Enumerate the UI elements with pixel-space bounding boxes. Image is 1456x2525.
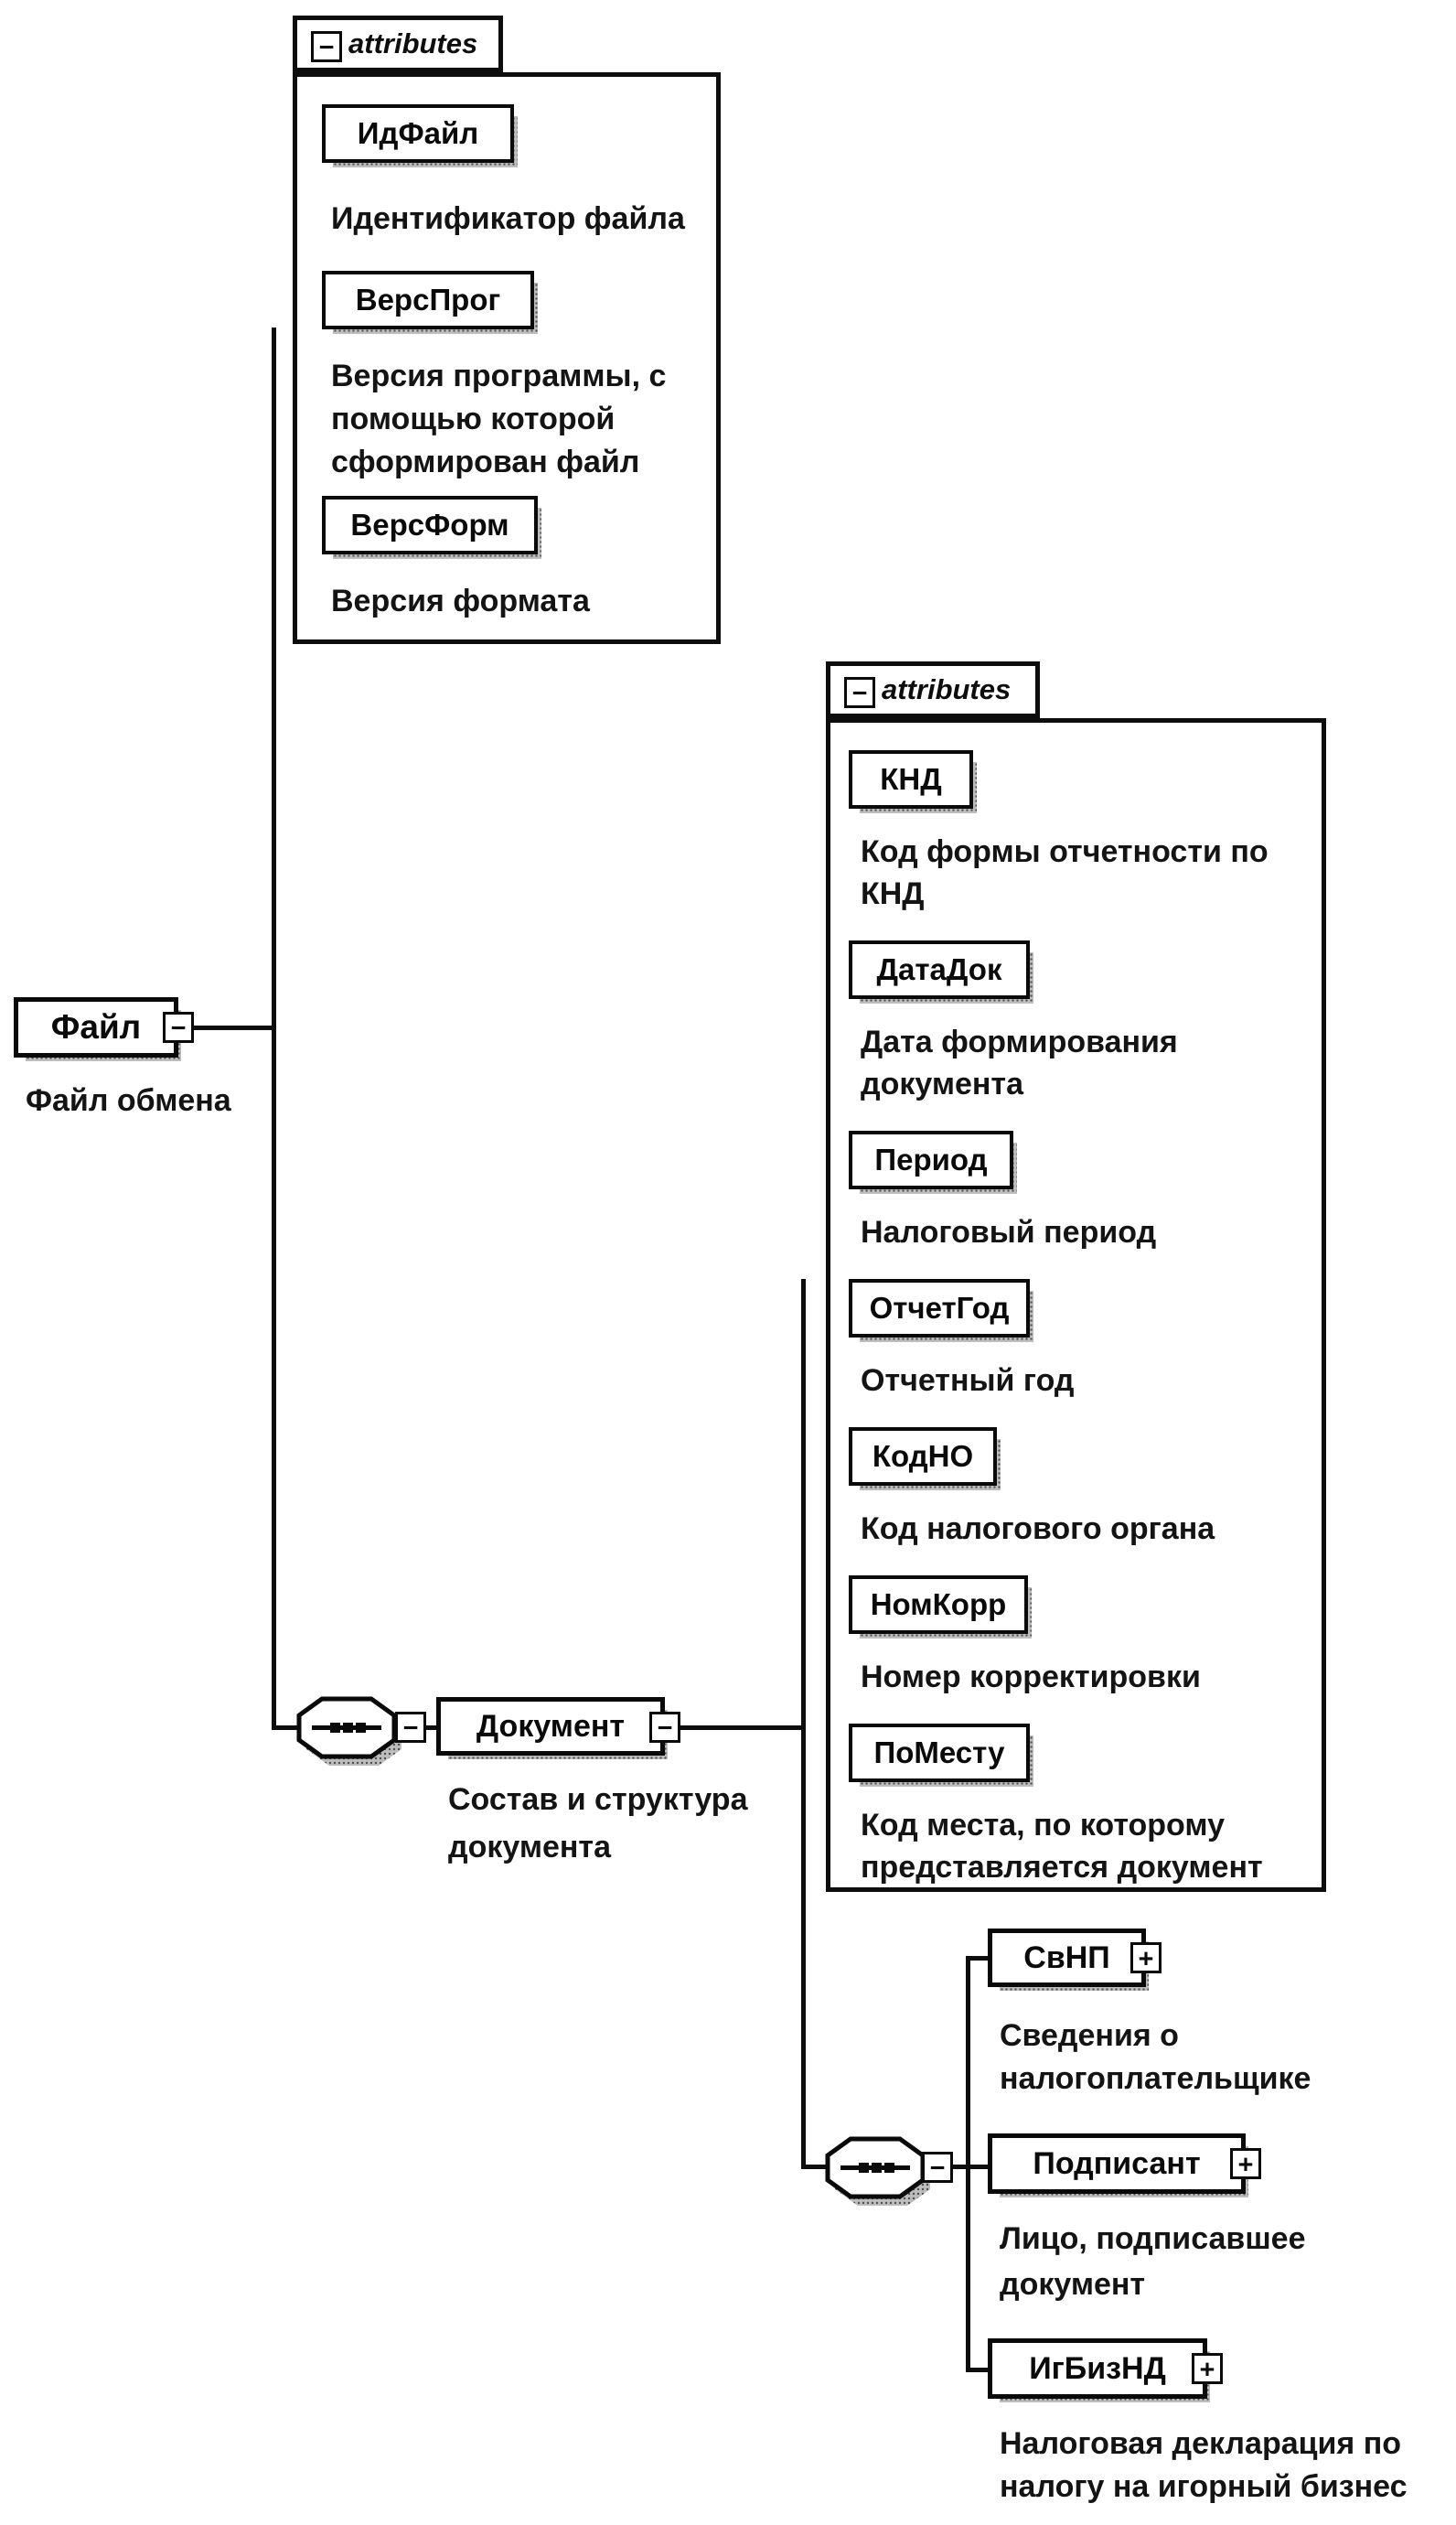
expand-icon[interactable]: + [1130, 1942, 1162, 1973]
attributes-header-label: attributes [348, 27, 478, 59]
element-caption: налогоплательщике [1000, 2061, 1311, 2096]
element-caption: Файл обмена [26, 1083, 231, 1118]
element-box-svnp[interactable]: СвНП [988, 1929, 1146, 1987]
attribute-box-otchetgod[interactable]: ОтчетГод [849, 1279, 1030, 1338]
attribute-caption: Идентификатор файла [331, 201, 685, 236]
expand-icon[interactable]: + [1230, 2148, 1261, 2179]
element-caption: Лицо, подписавшее [1000, 2221, 1306, 2256]
attribute-caption: Отчетный год [861, 1363, 1075, 1398]
attribute-caption: помощью которой [331, 402, 616, 436]
connector-line [272, 328, 276, 1730]
connector-line [426, 1725, 436, 1730]
document-attributes-tab [826, 661, 1040, 718]
element-box-document[interactable]: Документ [436, 1697, 665, 1756]
connector-line [953, 2165, 991, 2169]
attribute-box-knd[interactable]: КНД [849, 750, 973, 809]
connector-line [194, 1026, 274, 1030]
attribute-caption: Версия формата [331, 584, 590, 618]
connector-line [966, 1956, 970, 2372]
element-caption: Налоговая декларация по [1000, 2426, 1402, 2461]
collapse-icon[interactable]: − [163, 1012, 194, 1043]
element-box-file[interactable]: Файл [14, 997, 178, 1058]
collapse-icon[interactable]: − [649, 1712, 680, 1743]
connector-line [801, 1279, 806, 2169]
element-box-igbiznd[interactable]: ИгБизНД [988, 2338, 1207, 2399]
element-caption: Сведения о [1000, 2018, 1179, 2053]
attribute-caption: документа [861, 1067, 1023, 1101]
attribute-caption: Дата формирования [861, 1025, 1178, 1059]
sequence-icon [297, 1697, 396, 1758]
element-caption: Состав и структура [448, 1782, 748, 1817]
attribute-box-datadok[interactable]: ДатаДок [849, 940, 1030, 999]
attributes-header-label: attributes [882, 673, 1012, 705]
attribute-caption: сформирован файл [331, 445, 640, 479]
element-caption: документа [448, 1830, 611, 1864]
element-box-podpisant[interactable]: Подписант [988, 2133, 1246, 2194]
attribute-box-period[interactable]: Период [849, 1131, 1013, 1189]
expand-icon[interactable]: + [1192, 2353, 1223, 2384]
collapse-icon[interactable]: − [311, 31, 342, 62]
element-caption: документ [1000, 2267, 1146, 2302]
attribute-caption: представляется документ [861, 1850, 1263, 1885]
attribute-box-versform[interactable]: ВерсФорм [322, 496, 538, 554]
attribute-box-idfile[interactable]: ИдФайл [322, 104, 514, 163]
attribute-box-pomestu[interactable]: ПоМесту [849, 1724, 1030, 1782]
attribute-box-versprog[interactable]: ВерсПрог [322, 271, 534, 329]
attribute-caption: Налоговый период [861, 1215, 1157, 1250]
attribute-caption: Код налогового органа [861, 1511, 1215, 1546]
sequence-icon [826, 2137, 925, 2198]
collapse-icon[interactable]: − [844, 677, 875, 708]
file-attributes-tab [293, 16, 503, 72]
attribute-box-kodno[interactable]: КодНО [849, 1427, 997, 1486]
attribute-caption: Код формы отчетности по [861, 834, 1269, 869]
connector-line [274, 1725, 297, 1730]
connector-line [680, 1725, 803, 1730]
element-caption: налогу на игорный бизнес [1000, 2469, 1408, 2504]
collapse-icon[interactable]: − [922, 2152, 953, 2183]
collapse-icon[interactable]: − [395, 1712, 426, 1743]
attribute-caption: Номер корректировки [861, 1660, 1201, 1694]
attribute-box-nomkorr[interactable]: НомКорр [849, 1575, 1028, 1634]
attribute-caption: Код места, по которому [861, 1808, 1225, 1843]
attribute-caption: КНД [861, 876, 925, 911]
attribute-caption: Версия программы, с [331, 359, 667, 393]
